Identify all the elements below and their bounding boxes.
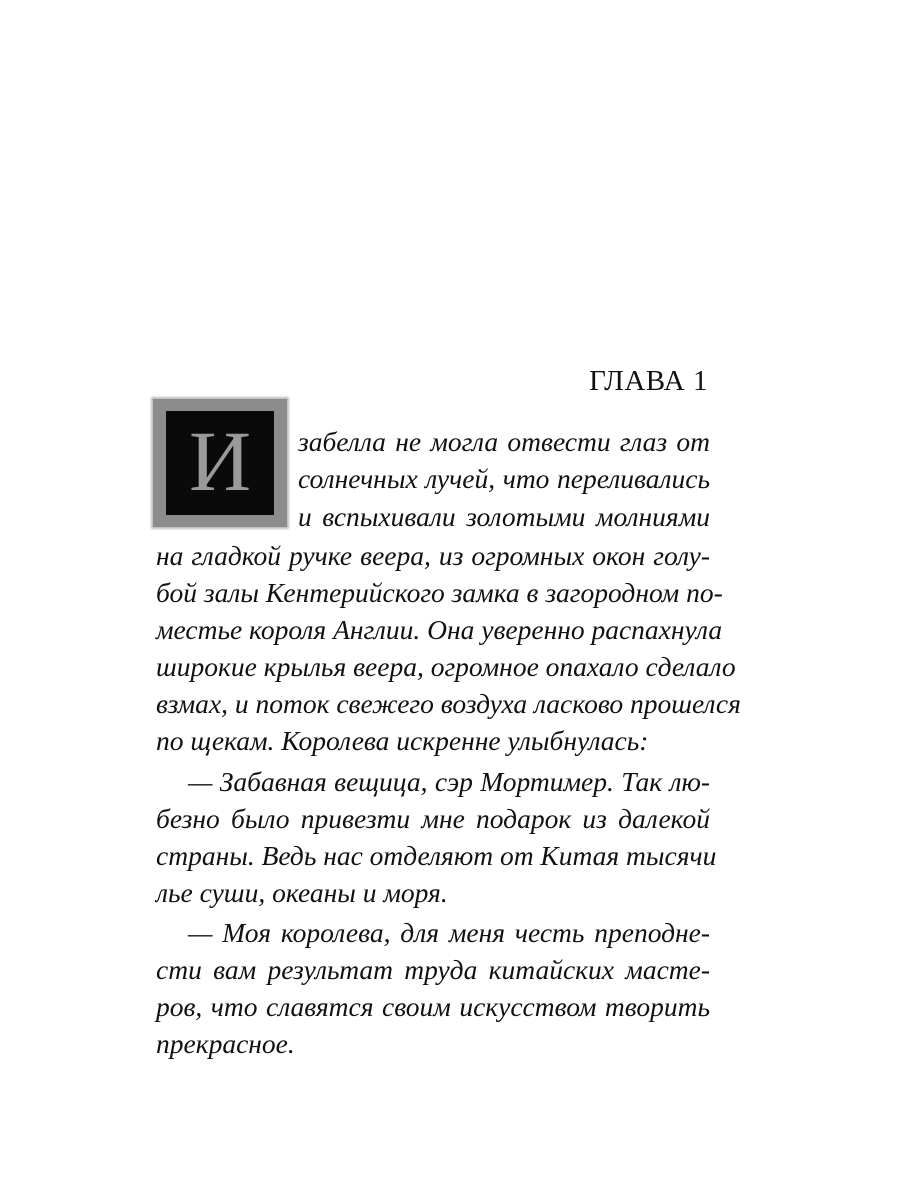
text-line: лье суши, океаны и моря. xyxy=(156,877,448,908)
chapter-heading: ГЛАВА 1 xyxy=(589,365,708,397)
text-line: — Моя королева, для меня честь преподне- xyxy=(188,917,710,948)
text-line: и вспыхивали золотыми молниями xyxy=(298,501,710,532)
text-line: сти вам результат труда китайских масте- xyxy=(156,954,710,985)
text-line: на гладкой ручке веера, из огромных окон голу- xyxy=(156,540,710,571)
text-line: безно было привезти мне подарок из далекой xyxy=(156,803,710,834)
text-line: — Забавная вещица, сэр Мортимер. Так лю- xyxy=(188,766,710,797)
text-line: бой залы Кентерийского замка в загородном по- xyxy=(156,577,723,608)
text-line: страны. Ведь нас отделяют от Китая тысячи xyxy=(156,840,717,871)
text-line: солнечных лучей, что переливались xyxy=(298,463,710,494)
text-line: ров, что славятся своим искусством творить xyxy=(156,991,710,1022)
text-line: по щекам. Королева искренне улыбнулась: xyxy=(156,725,649,756)
text-line: широкие крылья веера, огромное опахало сделало xyxy=(156,651,736,682)
text-line: прекрасное. xyxy=(156,1028,295,1059)
text-line: забелла не могла отвести глаз от xyxy=(298,426,710,457)
text-line: местье короля Англии. Она уверенно распахнула xyxy=(156,614,723,645)
text-line: взмах, и поток свежего воздуха ласково прошелся xyxy=(156,688,741,719)
drop-cap-letter: И xyxy=(188,413,252,509)
